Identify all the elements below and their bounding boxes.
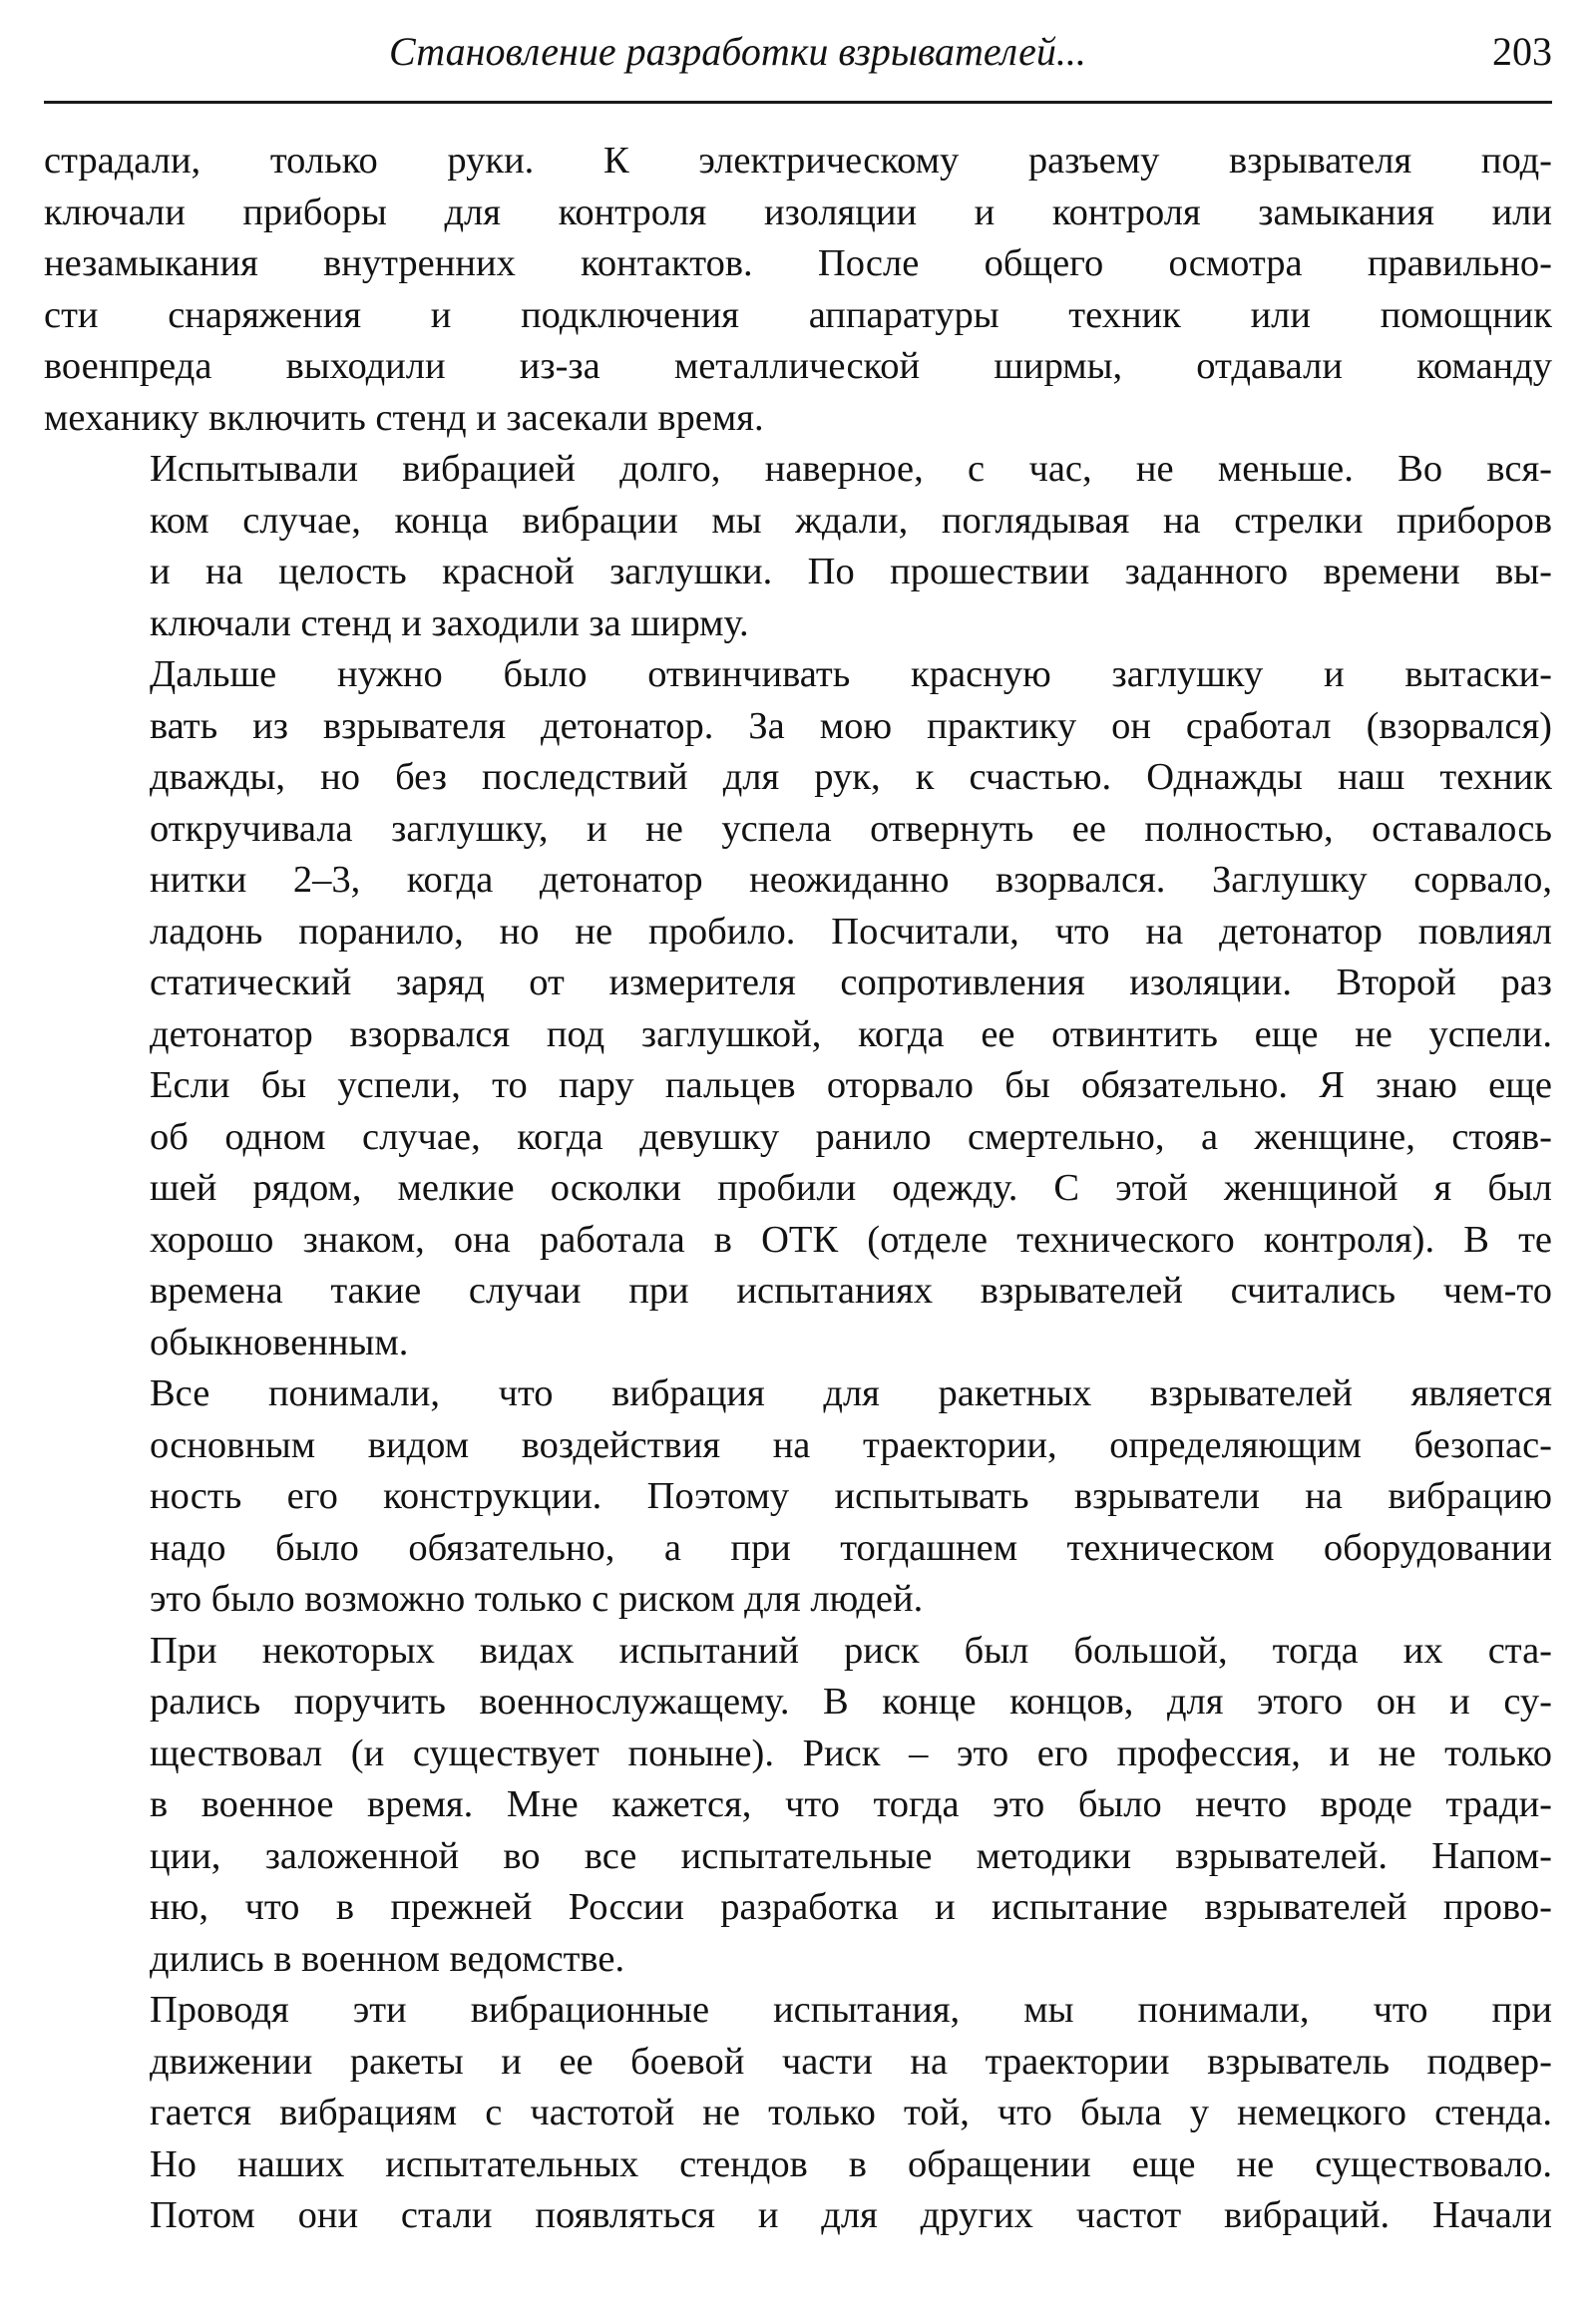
text-line: механику включить стенд и засекали время. [44, 396, 764, 439]
text-line: При некоторых видах испытаний риск был большой, тогда их ста- [150, 1629, 1552, 1672]
text-line: детонатор взорвался под заглушкой, когда ее отвинтить еще не успели. [150, 1012, 1552, 1055]
text-line: вать из взрывателя детонатор. За мою практику он сработал (взорвался) [150, 704, 1552, 747]
text-line: Испытывали вибрацией долго, наверное, с час, не меньше. Во вся- [150, 448, 1552, 490]
text-line: ключали стенд и заходили за ширму. [150, 601, 749, 644]
text-line: Все понимали, что вибрация для ракетных взрывателей является [150, 1372, 1552, 1414]
text-line: дились в военном ведомстве. [150, 1937, 625, 1980]
text-line: ции, заложенной во все испытательные методики взрывателей. Напом- [150, 1834, 1552, 1877]
paragraph [44, 136, 1552, 444]
text-line: ню, что в прежней России разработка и испытание взрывателей прово- [150, 1886, 1552, 1928]
text-line: ком случае, конца вибрации мы ждали, поглядывая на стрелки приборов [150, 499, 1552, 542]
page-number: 203 [1492, 29, 1552, 74]
text-line: рались поручить военнослужащему. В конце концов, для этого он и су- [150, 1681, 1552, 1723]
text-line: Потом они стали появляться и для других частот вибраций. Начали [150, 2194, 1552, 2236]
paragraph [44, 444, 1552, 649]
text-line: страдали, только руки. К электрическому разъему взрывателя под- [44, 140, 1552, 182]
book-page [44, 0, 1552, 2311]
text-line: шей рядом, мелкие осколки пробили одежду. С этой женщиной я был [150, 1167, 1552, 1209]
text-line: в военное время. Мне кажется, что тогда это было нечто вроде тради- [150, 1783, 1552, 1825]
text-line: Если бы успели, то пару пальцев оторвало бы обязательно. Я знаю еще [150, 1064, 1552, 1106]
text-line: откручивала заглушку, и не успела отвернуть ее полностью, оставалось [150, 807, 1552, 850]
text-line: военпреда выходили из-за металлической ширмы, отдавали команду [44, 345, 1552, 387]
text-line: об одном случае, когда девушку ранило смертельно, а женщине, стояв- [150, 1115, 1552, 1158]
text-line: ладонь поранило, но не пробило. Посчитали, что на детонатор повлиял [150, 910, 1552, 953]
running-head [44, 22, 1552, 82]
text-line: это было возможно только с риском для людей. [150, 1578, 924, 1620]
paragraph [44, 1985, 1552, 2242]
header-rule [44, 101, 1552, 104]
text-line: дважды, но без последствий для рук, к счастью. Однажды наш техник [150, 756, 1552, 798]
text-line: Проводя эти вибрационные испытания, мы понимали, что при [150, 1989, 1552, 2031]
text-line: ность его конструкции. Поэтому испытывать взрыватели на вибрацию [150, 1475, 1552, 1517]
text-line: обыкновенным. [150, 1321, 409, 1363]
text-line: времена такие случаи при испытаниях взрывателей считались чем-то [150, 1270, 1552, 1312]
text-line: и на целость красной заглушки. По прошествии заданного времени вы- [150, 551, 1552, 592]
text-line: ключали приборы для контроля изоляции и контроля замыкания или [44, 191, 1552, 233]
text-line: незамыкания внутренних контактов. После общего осмотра правильно- [44, 242, 1552, 284]
paragraph [44, 1368, 1552, 1626]
text-line: сти снаряжения и подключения аппаратуры техник или помощник [44, 293, 1552, 336]
text-line: основным видом воздействия на траектории, определяющим безопас- [150, 1423, 1552, 1466]
text-line: Но наших испытательных стендов в обращении еще не существовало. [150, 2142, 1552, 2185]
body-text [44, 136, 1552, 2242]
running-title: Становление разработки взрывателей... [389, 29, 1086, 74]
paragraph [44, 1626, 1552, 1986]
text-line: движении ракеты и ее боевой части на траектории взрыватель подвер- [150, 2040, 1552, 2083]
text-line: надо было обязательно, а при тогдашнем техническом оборудовании [150, 1526, 1552, 1569]
paragraph [44, 649, 1552, 1368]
text-line: гается вибрациям с частотой не только той, что была у немецкого стенда. [150, 2092, 1552, 2133]
text-line: ществовал (и существует поныне). Риск – это его профессия, и не только [150, 1732, 1552, 1774]
text-line: статический заряд от измерителя сопротивления изоляции. Второй раз [150, 962, 1552, 1003]
text-line: Дальше нужно было отвинчивать красную заглушку и вытаски- [150, 653, 1552, 695]
text-line: нитки 2–3, когда детонатор неожиданно взорвался. Заглушку сорвало, [150, 859, 1552, 901]
text-line: хорошо знаком, она работала в ОТК (отделе технического контроля). В те [150, 1218, 1552, 1261]
